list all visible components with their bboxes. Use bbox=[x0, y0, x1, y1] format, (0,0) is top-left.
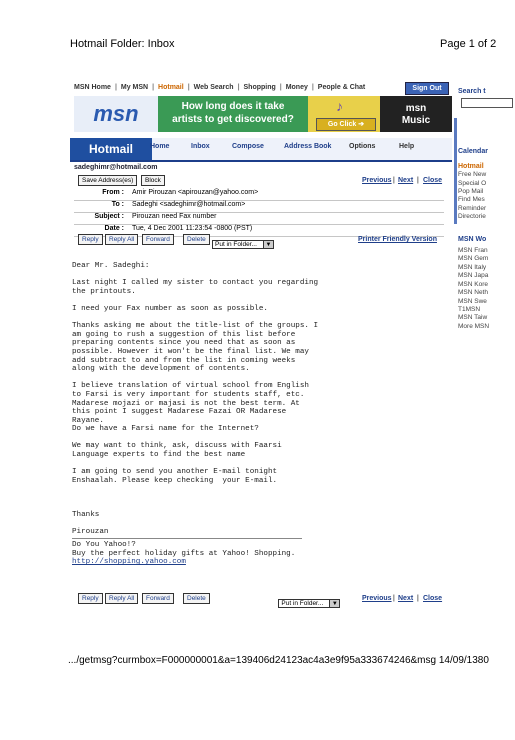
reply-all-button[interactable]: Reply All bbox=[105, 234, 138, 245]
tab-inbox[interactable]: Inbox bbox=[191, 143, 210, 150]
print-title: Hotmail Folder: Inbox bbox=[70, 38, 175, 50]
ad-music-note[interactable] bbox=[308, 96, 380, 132]
save-address-button[interactable]: Save Address(es) bbox=[78, 175, 137, 186]
msn-country-link[interactable]: MSN Gem bbox=[458, 255, 489, 263]
msn-country-link[interactable]: MSN Kore bbox=[458, 280, 488, 288]
signature-block bbox=[72, 541, 295, 567]
nav-money[interactable]: Money bbox=[285, 84, 308, 91]
tab-address-book[interactable]: Address Book bbox=[284, 143, 332, 150]
tab-home[interactable]: Home bbox=[150, 143, 170, 150]
tab-help[interactable]: Help bbox=[399, 143, 415, 150]
hotmail-logo[interactable]: Hotmail bbox=[70, 138, 152, 160]
forward-button-bottom[interactable]: Forward bbox=[142, 593, 174, 604]
subject-label: Subject : bbox=[94, 213, 124, 220]
nav-my-msn[interactable]: My MSN bbox=[120, 84, 149, 91]
search-input[interactable] bbox=[461, 98, 513, 108]
search-heading: Search t bbox=[458, 88, 486, 95]
hotmail-link[interactable]: Reminder bbox=[458, 204, 487, 212]
msn-country-link[interactable]: MSN Neth bbox=[458, 289, 488, 297]
msn-logo[interactable]: msn bbox=[74, 96, 158, 132]
print-footer-url: .../getmsg?curmbox=F000000001&a=139406d24123ac4a3e9f95a333674246&msg 14/09/1380 bbox=[68, 655, 489, 666]
right-panel-divider bbox=[454, 118, 457, 224]
next-link-bottom[interactable]: Next bbox=[398, 595, 414, 602]
ad-text-line-1: How long does it take bbox=[181, 101, 285, 112]
delete-button[interactable]: Delete bbox=[183, 234, 210, 245]
forward-button[interactable]: Forward bbox=[142, 234, 174, 245]
reply-all-button-bottom[interactable]: Reply All bbox=[105, 593, 138, 604]
nav-shopping[interactable]: Shopping bbox=[243, 84, 276, 91]
subject-row bbox=[74, 213, 444, 225]
reply-button[interactable]: Reply bbox=[78, 234, 103, 245]
msn-music-brand: msn bbox=[405, 103, 427, 114]
put-in-folder-select-bottom[interactable] bbox=[278, 599, 340, 608]
to-row bbox=[74, 201, 444, 213]
calendar-heading[interactable]: Calendar bbox=[458, 148, 488, 156]
hotmail-tab-bar bbox=[70, 138, 452, 162]
previous-link-bottom[interactable]: Previous bbox=[362, 595, 392, 602]
put-in-folder-select[interactable] bbox=[212, 240, 274, 249]
from-value: Amir Pirouzan <apirouzan@yahoo.com> bbox=[132, 189, 259, 196]
hotmail-link[interactable]: Find Mes bbox=[458, 196, 485, 204]
signature-line-2: Buy the perfect holiday gifts at Yahoo! Shopping. bbox=[72, 549, 296, 558]
delete-button-bottom[interactable]: Delete bbox=[183, 593, 210, 604]
close-link-bottom[interactable]: Close bbox=[423, 595, 443, 602]
hotmail-link[interactable]: Pop Mail bbox=[458, 188, 484, 196]
next-link[interactable]: Next bbox=[398, 177, 414, 184]
nav-msn-home[interactable]: MSN Home bbox=[74, 84, 111, 91]
tab-compose[interactable]: Compose bbox=[232, 143, 264, 150]
hotmail-link[interactable]: Directorie bbox=[458, 213, 486, 221]
from-row bbox=[74, 189, 444, 201]
to-label: To : bbox=[111, 201, 124, 208]
msn-nav-bar: MSN Home | My MSN | Hotmail | Web Search | Shopping | Money | People & Chat bbox=[74, 84, 366, 91]
ad-banner[interactable] bbox=[158, 96, 308, 132]
msn-country-link[interactable]: MSN Italy bbox=[458, 263, 487, 271]
nav-web-search[interactable]: Web Search bbox=[193, 84, 234, 91]
msn-country-link[interactable]: MSN Swe bbox=[458, 297, 487, 305]
sign-out-button[interactable]: Sign Out bbox=[405, 82, 449, 95]
tab-options[interactable]: Options bbox=[349, 143, 376, 150]
printer-friendly-link[interactable]: Printer Friendly Version bbox=[358, 236, 437, 243]
hotmail-link[interactable]: Special O bbox=[458, 179, 487, 187]
music-note-icon: ♪ bbox=[336, 98, 343, 114]
msn-country-link[interactable]: MSN Taiw bbox=[458, 314, 488, 322]
message-body: Dear Mr. Sadeghi: Last night I called my sister to contact you regarding the printouts. I need your Fax number as soon as possible. Thanks asking me about the title-list of the groups. I am going to rush a suggestion of this list before preparing contents since you need that as soon as possible. However it won't be the final list. We may add subtract to and from the list in coming weeks along with the development of contents. I believe translation of virtual school from English to Farsi is very important for students staff, etc. Madarese mojazi or majasi is not the best term. At this point I suggest Madarese Fazai OR Madarese Rayane. Do we have a Farsi name for the Internet? We may want to think, ask, discuss with Faarsi Language experts to find the best name I am going to send you another E-mail tonight Enshaalah. Please keep checking your E-mail. Thanks Pirouzan bbox=[72, 262, 319, 537]
put-in-folder-value-bottom: Put in Folder... bbox=[281, 600, 324, 607]
nav-hotmail[interactable]: Hotmail bbox=[158, 84, 184, 91]
account-email: sadeghimr@hotmail.com bbox=[74, 164, 158, 171]
nav-people-chat[interactable]: People & Chat bbox=[317, 84, 366, 91]
arrow-right-icon: ➔ bbox=[358, 121, 365, 128]
right-panel bbox=[458, 88, 515, 331]
from-label: From : bbox=[102, 189, 124, 196]
block-button[interactable]: Block bbox=[141, 175, 165, 186]
msn-worldwide-heading: MSN Wo bbox=[458, 235, 487, 243]
to-value: Sadeghi <sadeghimr@hotmail.com> bbox=[132, 201, 246, 208]
go-click-label: Go Click bbox=[327, 121, 357, 128]
reply-button-bottom[interactable]: Reply bbox=[78, 593, 103, 604]
msn-music-logo[interactable] bbox=[380, 96, 452, 132]
msn-music-label: Music bbox=[401, 115, 431, 126]
close-link[interactable]: Close bbox=[423, 177, 443, 184]
msn-country-link[interactable]: T1MSN bbox=[458, 305, 481, 313]
date-label: Date : bbox=[104, 225, 124, 232]
chevron-down-icon: ▼ bbox=[329, 600, 339, 607]
ad-text-line-2: artists to get discovered? bbox=[172, 114, 294, 125]
put-in-folder-value: Put in Folder... bbox=[215, 241, 257, 248]
message-header bbox=[74, 189, 444, 237]
hotmail-link[interactable]: Free New bbox=[458, 171, 487, 179]
msn-banner bbox=[74, 96, 452, 132]
previous-link[interactable]: Previous bbox=[362, 177, 392, 184]
date-value: Tue, 4 Dec 2001 11:23:54 -0800 (PST) bbox=[132, 225, 253, 232]
signature-divider bbox=[72, 538, 302, 539]
hotmail-links-heading: Hotmail bbox=[458, 162, 484, 170]
chevron-down-icon: ▼ bbox=[263, 241, 273, 248]
subject-value: Pirouzan need Fax number bbox=[132, 213, 217, 220]
msn-country-link[interactable]: MSN Fran bbox=[458, 247, 488, 255]
print-page-number: Page 1 of 2 bbox=[440, 38, 497, 50]
msn-country-link[interactable]: MSN Japa bbox=[458, 272, 489, 280]
go-click-button[interactable] bbox=[316, 118, 376, 131]
signature-link[interactable]: http://shopping.yahoo.com bbox=[72, 558, 186, 567]
msn-country-link[interactable]: More MSN bbox=[458, 322, 490, 330]
signature-line-1: Do You Yahoo!? bbox=[72, 541, 136, 549]
